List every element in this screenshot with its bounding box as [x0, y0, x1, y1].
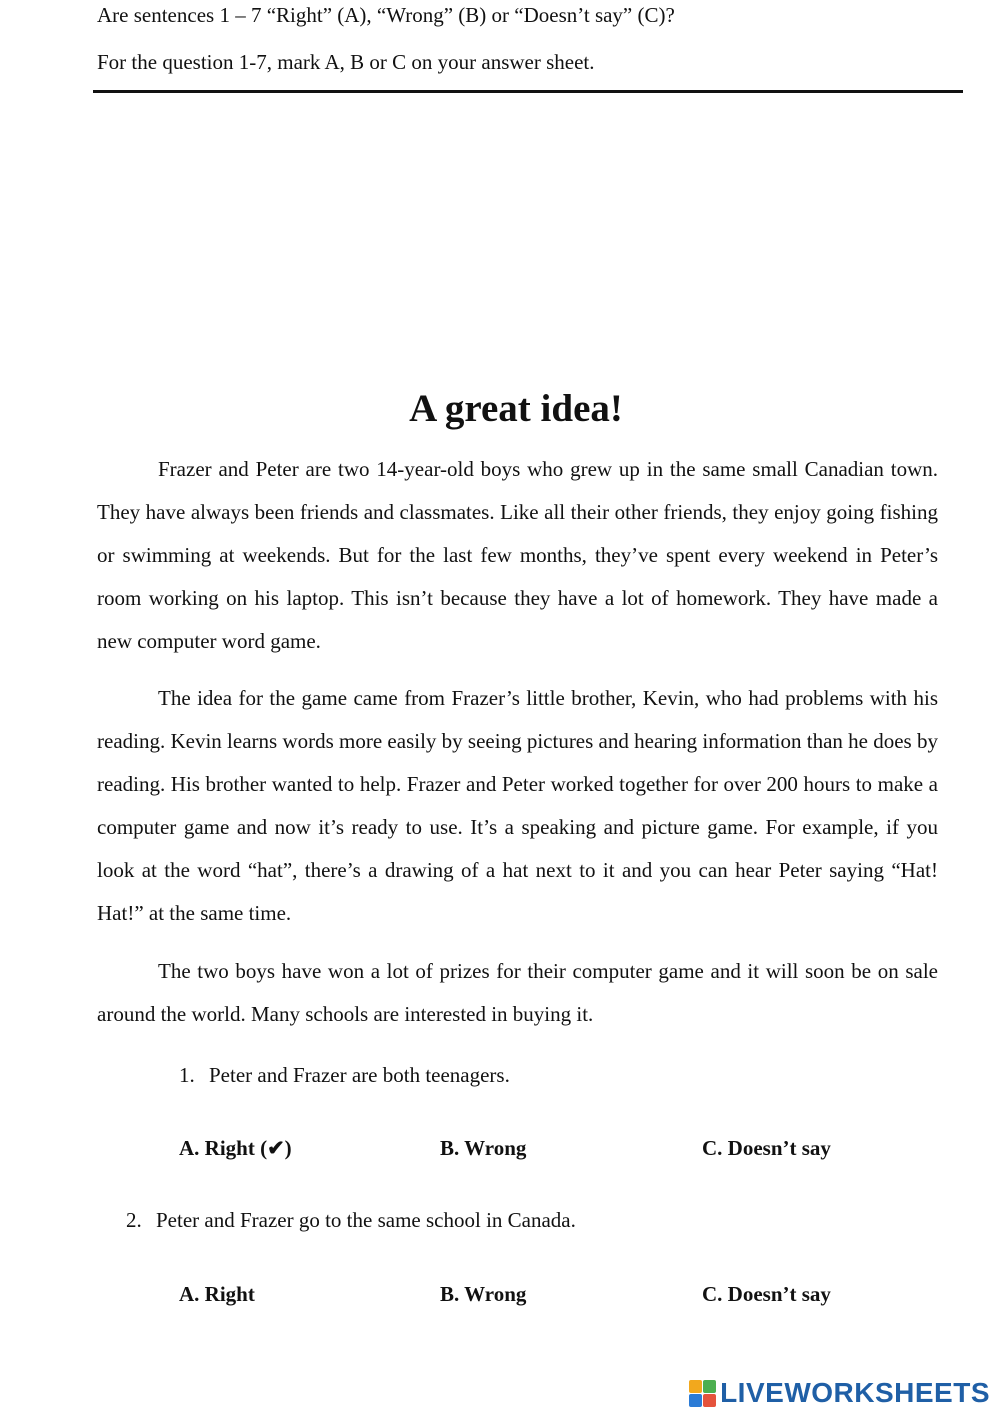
logo-text: LIVEWORKSHEETS: [720, 1377, 990, 1408]
article-title: A great idea!: [409, 387, 623, 430]
question-1-statement: [179, 1061, 510, 1089]
instruction-line-1: Are sentences 1 – 7 “Right” (A), “Wrong” (B) or “Doesn’t say” (C)?: [97, 3, 675, 27]
question-1-option-b[interactable]: B. Wrong: [440, 1136, 527, 1160]
question-number: 1.: [179, 1063, 195, 1087]
logo-square: [703, 1380, 716, 1393]
question-text: Peter and Frazer are both teenagers.: [209, 1063, 510, 1087]
divider-rule: [93, 90, 963, 93]
liveworksheets-logo: [689, 1376, 990, 1410]
question-1-option-c[interactable]: C. Doesn’t say: [702, 1136, 831, 1160]
paragraph-1: Frazer and Peter are two 14-year-old boys who grew up in the same small Canadian town. They have always been friends and classmates. Like all their other friends, they enjoy going fishing or swimming at weekends. But for the last few months, they’ve spent every weekend in Peter’s room working on his laptop. This isn’t because they have a lot of homework. They have made a new computer word game.: [97, 457, 938, 653]
instruction-line-2: For the question 1-7, mark A, B or C on your answer sheet.: [97, 50, 595, 74]
logo-square: [689, 1394, 702, 1407]
paragraph-2: The idea for the game came from Frazer’s little brother, Kevin, who had problems with his reading. Kevin learns words more easily by seeing pictures and hearing information than he does by reading. His brother wanted to help. Frazer and Peter worked together for over 200 hours to make a computer game and now it’s ready to use. It’s a speaking and picture game. For example, if you look at the word “hat”, there’s a drawing of a hat next to it and you can hear Peter saying “Hat! Hat!” at the same time.: [97, 686, 938, 925]
question-2-statement: [126, 1206, 576, 1234]
question-1-option-a[interactable]: A. Right (✔): [179, 1136, 292, 1160]
question-text: Peter and Frazer go to the same school in Canada.: [156, 1208, 576, 1232]
logo-square: [703, 1394, 716, 1407]
question-2-option-b[interactable]: B. Wrong: [440, 1282, 527, 1306]
question-2-option-a[interactable]: A. Right: [179, 1282, 255, 1306]
question-number: 2.: [126, 1208, 142, 1232]
liveworksheets-logo-icon: [689, 1380, 716, 1407]
logo-square: [689, 1380, 702, 1393]
question-2-option-c[interactable]: C. Doesn’t say: [702, 1282, 831, 1306]
paragraph-3: The two boys have won a lot of prizes for their computer game and it will soon be on sale around the world. Many schools are interested in buying it.: [97, 959, 938, 1026]
